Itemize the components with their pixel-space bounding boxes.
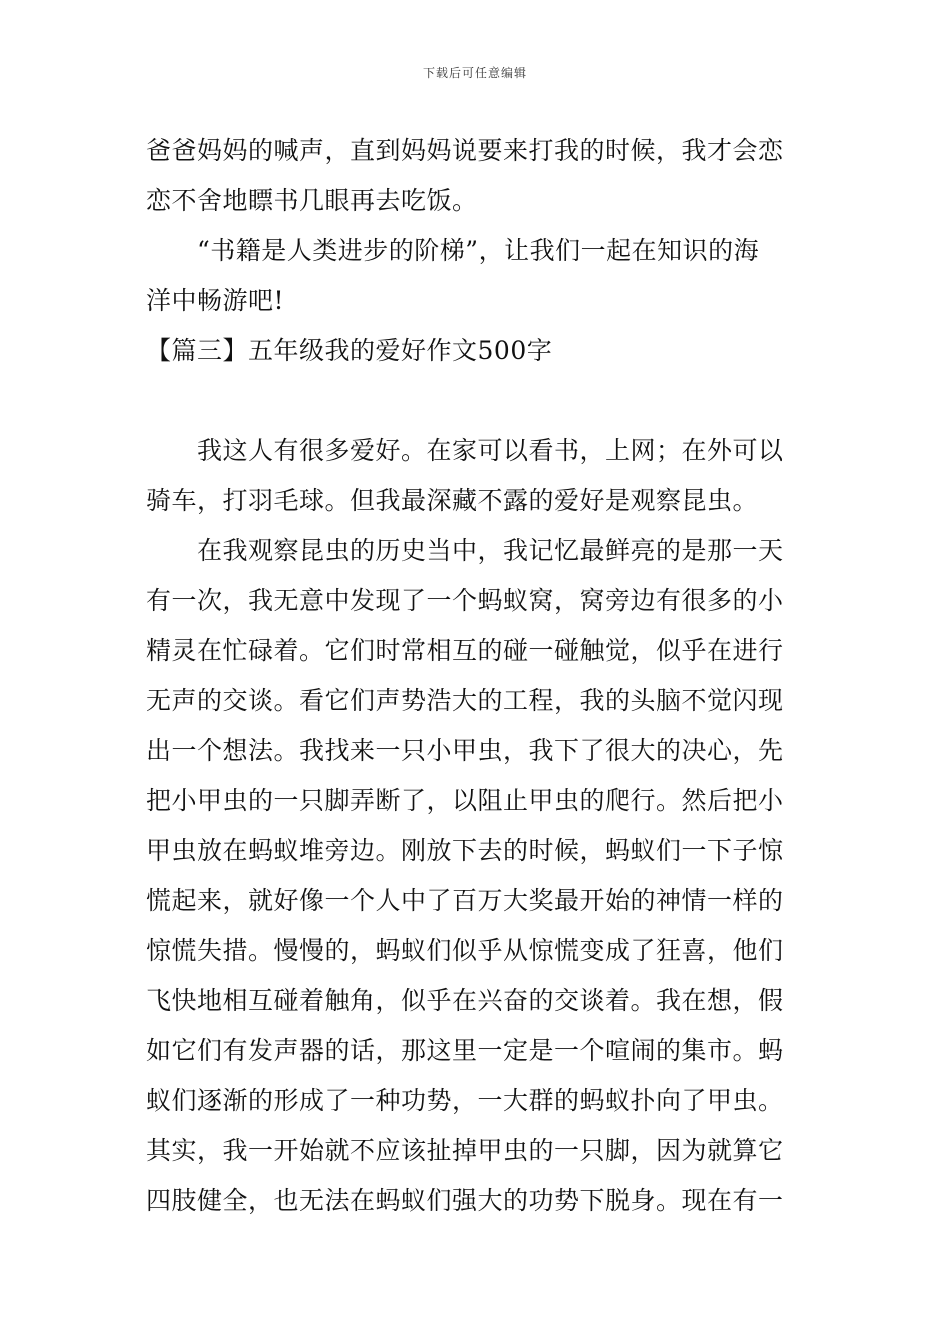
text-line: 洋中畅游吧! — [146, 286, 285, 315]
text-line: 蚁们逐渐的形成了一种功势，一大群的蚂蚁扑向了甲虫。 — [146, 1086, 784, 1115]
text-line: 出一个想法。我找来一只小甲虫，我下了很大的决心，先 — [146, 736, 784, 765]
text-line: 在我观察昆虫的历史当中，我记忆最鲜亮的是那一天 — [146, 536, 784, 565]
text-line: 骑车，打羽毛球。但我最深藏不露的爱好是观察昆虫。 — [146, 486, 759, 515]
text-line: “书籍是人类进步的阶梯”，让我们一起在知识的海 — [146, 236, 760, 265]
text-line: 有一次，我无意中发现了一个蚂蚁窝，窝旁边有很多的小 — [146, 586, 784, 615]
text-line: 无声的交谈。看它们声势浩大的工程，我的头脑不觉闪现 — [146, 686, 784, 715]
section-heading: 【篇三】五年级我的爱好作文500字 — [146, 336, 553, 365]
text-line: 爸爸妈妈的喊声，直到妈妈说要来打我的时候，我才会恋 — [146, 136, 784, 165]
text-line: 惊慌失措。慢慢的，蚂蚁们似乎从惊慌变成了狂喜，他们 — [146, 936, 784, 965]
page-header: 下载后可任意编辑 — [422, 66, 527, 80]
text-line: 把小甲虫的一只脚弄断了，以阻止甲虫的爬行。然后把小 — [146, 786, 784, 815]
text-line: 精灵在忙碌着。它们时常相互的碰一碰触觉，似乎在进行 — [146, 636, 784, 665]
text-line: 我这人有很多爱好。在家可以看书，上网；在外可以 — [146, 436, 784, 465]
text-line: 甲虫放在蚂蚁堆旁边。刚放下去的时候，蚂蚁们一下子惊 — [146, 836, 784, 865]
text-line: 四肢健全，也无法在蚂蚁们强大的功势下脱身。现在有一 — [146, 1186, 784, 1215]
text-line: 其实，我一开始就不应该扯掉甲虫的一只脚，因为就算它 — [146, 1136, 784, 1165]
text-line: 慌起来，就好像一个人中了百万大奖最开始的神情一样的 — [146, 886, 784, 915]
text-line: 如它们有发声器的话，那这里一定是一个喧闹的集市。蚂 — [146, 1036, 784, 1065]
text-line: 恋不舍地瞟书几眼再去吃饭。 — [146, 186, 478, 215]
text-line: 飞快地相互碰着触角，似乎在兴奋的交谈着。我在想，假 — [146, 986, 784, 1015]
